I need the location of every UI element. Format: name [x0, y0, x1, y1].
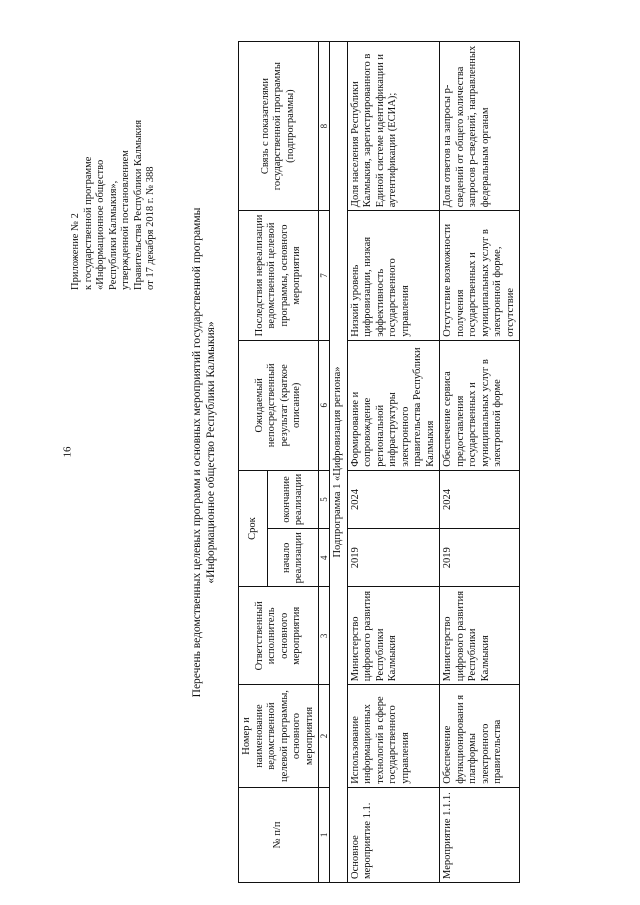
- appendix-line: утвержденной постановлением: [120, 150, 131, 290]
- column-number: 6: [319, 340, 330, 470]
- title-line-2: «Информационное общество Республики Калмыкия»: [205, 321, 217, 584]
- column-number: 1: [319, 787, 330, 882]
- row-start: 2019: [347, 529, 440, 587]
- header-row: [239, 42, 268, 883]
- row-result: Обеспечение сервиса предоставления государственных и муниципальных услуг в электронной форме: [440, 340, 520, 470]
- subprogram-row: [330, 42, 348, 883]
- appendix-line: Приложение № 2: [70, 213, 81, 290]
- page-number: 16: [61, 446, 74, 458]
- appendix-line: Республики Калмыкия»,: [107, 180, 119, 290]
- row-name: Обеспечение функционировани я платформы электронного правительства: [440, 685, 520, 788]
- header-start: начало реализации: [268, 529, 319, 587]
- row-consequences: Отсутствие возможности получения государственных и муниципальных услуг в электронной форме, отсутствие: [440, 211, 520, 341]
- row-start: 2019: [440, 529, 520, 587]
- column-number: 2: [319, 685, 330, 788]
- header-term: Срок: [239, 470, 268, 587]
- appendix-line: «Информационное общество: [95, 159, 106, 290]
- row-consequences: Низкий уровень цифровизации, низкая эффективность государственного управления: [347, 211, 440, 341]
- column-numbers-row: [319, 42, 330, 883]
- row-end: 2024: [347, 470, 440, 528]
- header-link: Связь с показателями государственной программы (подпрограммы): [239, 42, 319, 211]
- appendix-line: от 17 декабря 2018 г. № 388: [145, 166, 156, 290]
- header-name: Номер и наименование ведомственной целевой программы, основного мероприятия: [239, 685, 319, 788]
- header-consequences: Последствия нереализации ведомственной целевой программы, основного мероприятия: [239, 211, 319, 341]
- row-link: Доля ответов на запросы р-сведений от общего количества запросов р-сведений, направленных федеральным органам: [440, 42, 520, 211]
- appendix-line: Правительства Республики Калмыкия: [132, 119, 144, 290]
- column-number: 4: [319, 529, 330, 587]
- row-no: Мероприятие 1.1.1.: [440, 787, 520, 882]
- row-executor: Министерство цифрового развития Республики Калмыкия: [347, 587, 440, 685]
- header-end: окончание реализации: [268, 470, 319, 528]
- measures-table: [238, 41, 520, 883]
- row-result: Формирование и сопровождение региональной инфраструктуры электронного правительства Республики Калмыкия: [347, 340, 440, 470]
- row-end: 2024: [440, 470, 520, 528]
- header-result: Ожидаемый непосредственный результат (краткое описание): [239, 340, 319, 470]
- subprogram-title: Подпрограмма 1 «Цифровизация региона»: [330, 42, 348, 883]
- table-row: [347, 42, 440, 883]
- column-number: 5: [319, 470, 330, 528]
- header-no: № п/п: [239, 787, 319, 882]
- table-row: [440, 42, 520, 883]
- title-line-1: Перечень ведомственных целевых программ и основных мероприятий государственной программы: [191, 207, 203, 698]
- document-title: [190, 0, 218, 905]
- row-executor: Министерство цифрового развития Республики Калмыкия: [440, 587, 520, 685]
- row-no: Основное мероприятие 1.1.: [347, 787, 440, 882]
- column-number: 7: [319, 211, 330, 341]
- column-number: 3: [319, 587, 330, 685]
- row-name: Использование информационных технологий в сфере государственного управления: [347, 685, 440, 788]
- header-executor: Ответственный исполнитель основного мероприятия: [239, 587, 319, 685]
- appendix-line: к государственной программе: [82, 156, 94, 290]
- row-link: Доля населения Республики Калмыкия, зарегистрированного в Единой системе идентификации и аутентификации (ЕСИА);: [347, 42, 440, 211]
- appendix-note: [70, 30, 158, 290]
- column-number: 8: [319, 42, 330, 211]
